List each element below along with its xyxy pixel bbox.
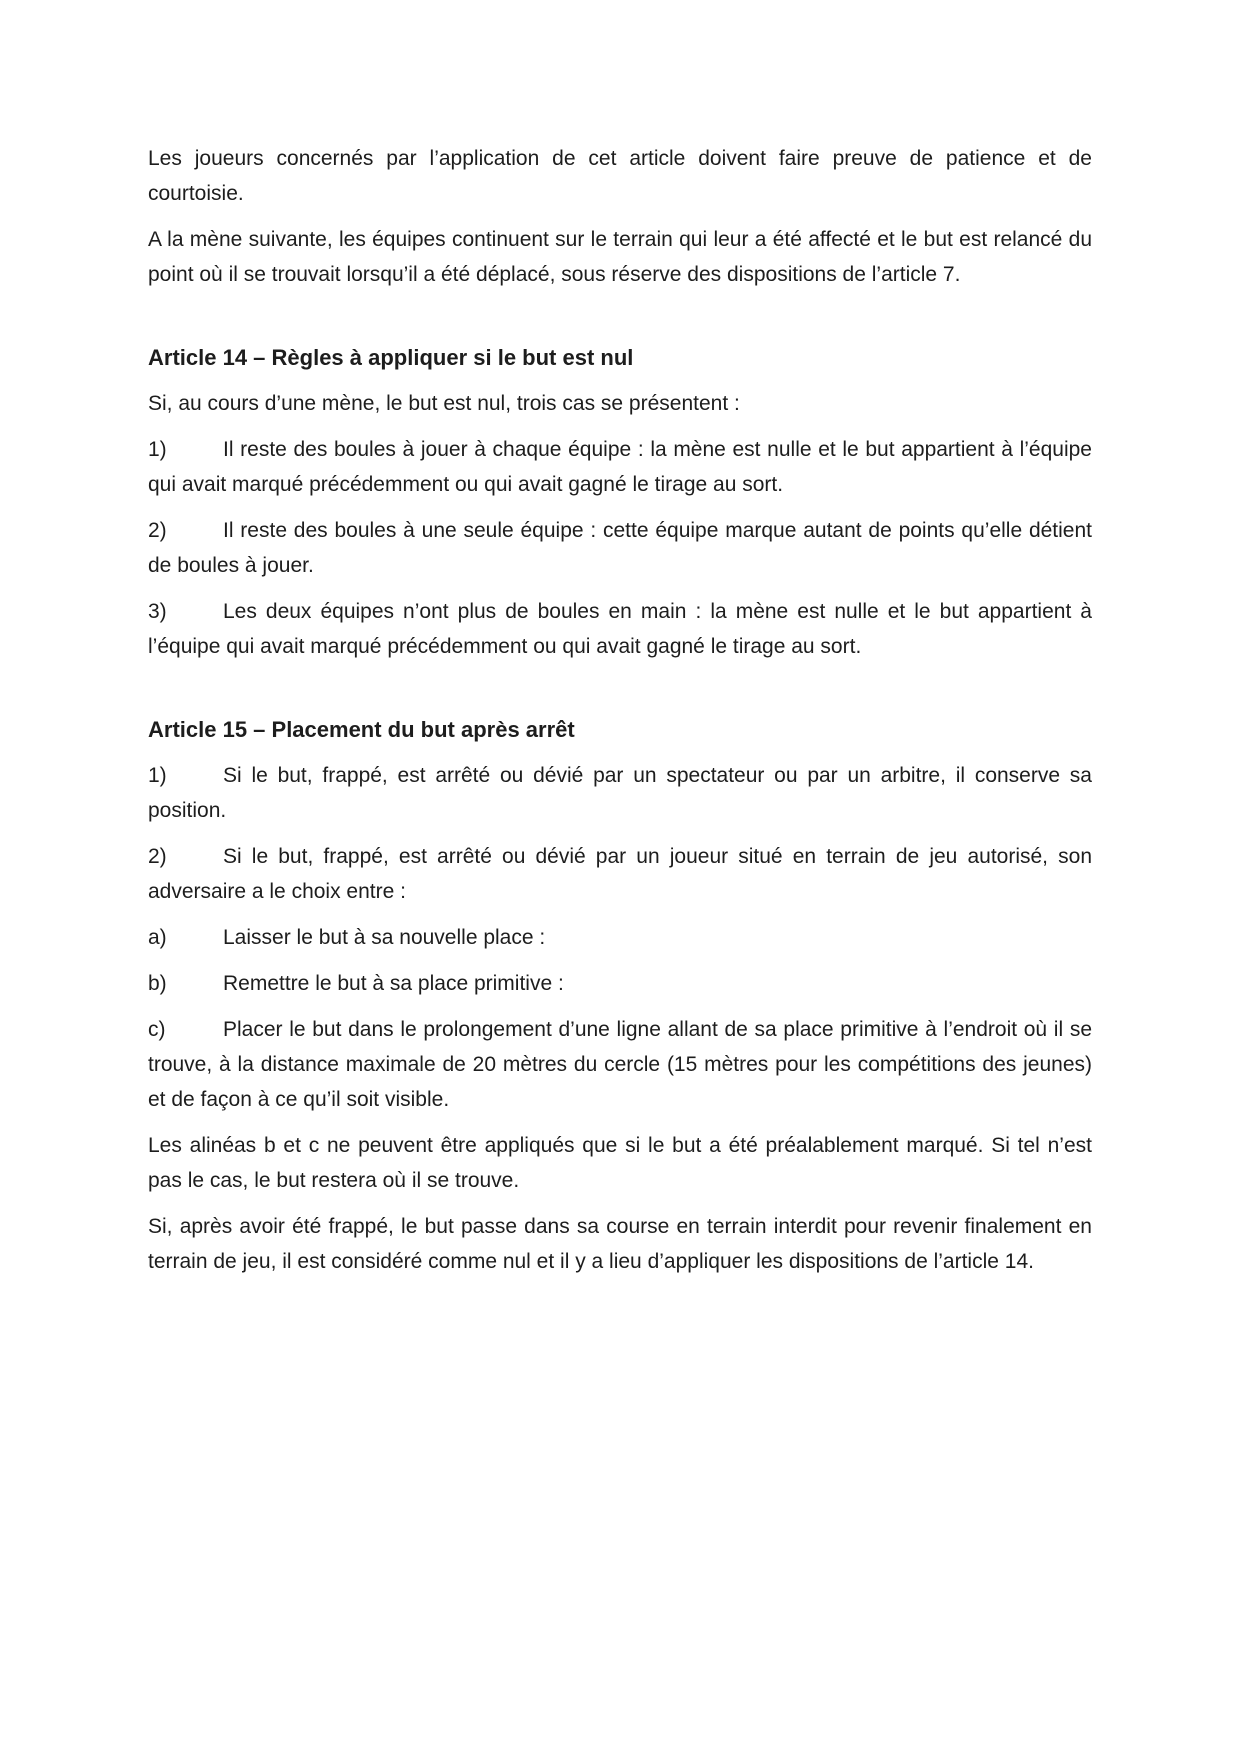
article-heading: Article 14 – Règles à appliquer si le but est nul — [148, 345, 634, 370]
list-marker: 1) — [148, 764, 167, 787]
list-item — [148, 432, 1092, 502]
document-content — [148, 141, 1092, 1290]
list-marker: b) — [148, 972, 167, 995]
list-marker: 2) — [148, 845, 167, 868]
list-item-text: Si le but, frappé, est arrêté ou dévié par un spectateur ou par un arbitre, il conserve sa position. — [148, 764, 1092, 822]
list-item-text: Si le but, frappé, est arrêté ou dévié par un joueur situé en terrain de jeu autorisé, son adversaire a le choix entre : — [148, 845, 1092, 903]
article-heading: Article 15 – Placement du but après arrêt — [148, 717, 575, 742]
list-item — [148, 920, 1092, 955]
list-marker: 1) — [148, 438, 167, 461]
list-item-text: Placer le but dans le prolongement d’une ligne allant de sa place primitive à l’endroit où il se trouve, à la distance maximale de 20 mètres du cercle (15 mètres pour les compétitions des jeunes) et de façon à ce qu’il soit visible. — [148, 1018, 1092, 1111]
list-item-text: Il reste des boules à une seule équipe : cette équipe marque autant de points qu’elle détient de boules à jouer. — [148, 519, 1092, 577]
list-item — [148, 1012, 1092, 1117]
list-item-text: Il reste des boules à jouer à chaque équipe : la mène est nulle et le but appartient à l’équipe qui avait marqué précédemment ou qui avait gagné le tirage au sort. — [148, 438, 1092, 496]
list-item-text: Laisser le but à sa nouvelle place : — [223, 926, 546, 949]
list-item-text: Les deux équipes n’ont plus de boules en main : la mène est nulle et le but appartient à l’équipe qui avait marqué précédemment ou qui avait gagné le tirage au sort. — [148, 600, 1092, 658]
list-marker: a) — [148, 926, 167, 949]
paragraph: A la mène suivante, les équipes continuent sur le terrain qui leur a été affecté et le but est relancé du point où il se trouvait lorsqu’il a été déplacé, sous réserve des dispositions de l’article 7. — [148, 228, 1092, 286]
list-marker: 2) — [148, 519, 167, 542]
paragraph: Les joueurs concernés par l’application de cet article doivent faire preuve de patience et de courtoisie. — [148, 147, 1092, 205]
list-item — [148, 594, 1092, 664]
list-item-text: Remettre le but à sa place primitive : — [223, 972, 564, 995]
paragraph: Les alinéas b et c ne peuvent être appliqués que si le but a été préalablement marqué. Si tel n’est pas le cas, le but restera où il se trouve. — [148, 1134, 1092, 1192]
list-item — [148, 839, 1092, 909]
list-item — [148, 758, 1092, 828]
paragraph: Si, après avoir été frappé, le but passe dans sa course en terrain interdit pour revenir finalement en terrain de jeu, il est considéré comme nul et il y a lieu d’appliquer les dispositions de l’article 14. — [148, 1215, 1092, 1273]
list-marker: 3) — [148, 600, 167, 623]
list-item — [148, 513, 1092, 583]
list-marker: c) — [148, 1018, 166, 1041]
list-item — [148, 966, 1092, 1001]
paragraph: Si, au cours d’une mène, le but est nul, trois cas se présentent : — [148, 392, 740, 415]
